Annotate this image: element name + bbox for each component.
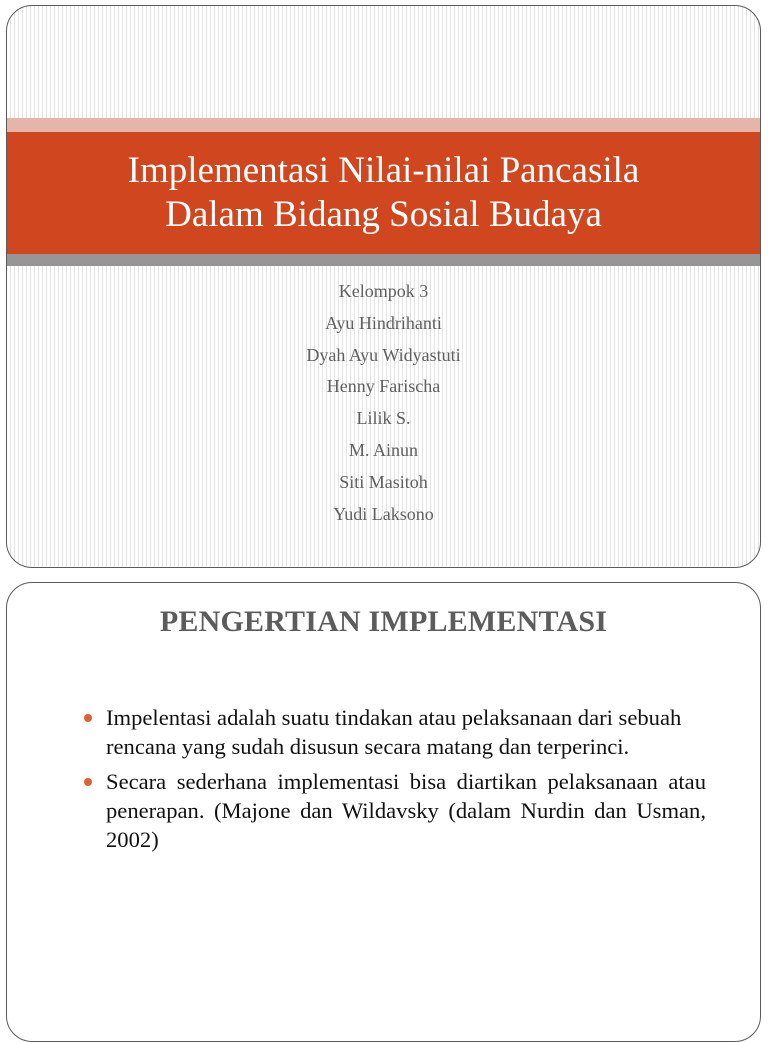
member-name: Ayu Hindrihanti xyxy=(325,312,442,333)
title-divider-strip xyxy=(7,254,760,266)
title-accent-strip xyxy=(7,118,760,132)
slide-heading: PENGERTIAN IMPLEMENTASI xyxy=(159,605,608,638)
member-name: Yudi Laksono xyxy=(333,503,434,524)
bullet-text: Secara sederhana implementasi bisa diartikan pelaksanaan atau penerapan. (Majone dan Wildavsky (dalam Nurdin dan Usman, 2002) xyxy=(106,769,706,852)
bullet-text: Impelentasi adalah suatu tindakan atau pelaksanaan dari sebuah rencana yang sudah disusun secara matang dan terperinci. xyxy=(106,705,682,759)
member-name: Lilik S. xyxy=(356,408,411,429)
slide-title-line-2: Dalam Bidang Sosial Budaya xyxy=(165,194,602,235)
title-band xyxy=(7,132,760,254)
bullet-list xyxy=(106,703,706,860)
member-name: Henny Farischa xyxy=(326,376,441,397)
slide-title-line-1: Implementasi Nilai-nilai Pancasila xyxy=(127,150,640,191)
bullet-item xyxy=(106,767,706,854)
member-name: Dyah Ayu Widyastuti xyxy=(306,344,461,365)
group-name: Kelompok 3 xyxy=(338,281,429,301)
member-name: Siti Masitoh xyxy=(339,471,428,492)
member-name: M. Ainun xyxy=(348,439,418,460)
bullet-dot-icon xyxy=(84,778,92,786)
bullet-dot-icon xyxy=(84,714,92,722)
content-slide xyxy=(6,582,761,1042)
group-member-list xyxy=(7,276,760,530)
title-slide xyxy=(6,5,761,568)
bullet-item xyxy=(106,703,706,761)
